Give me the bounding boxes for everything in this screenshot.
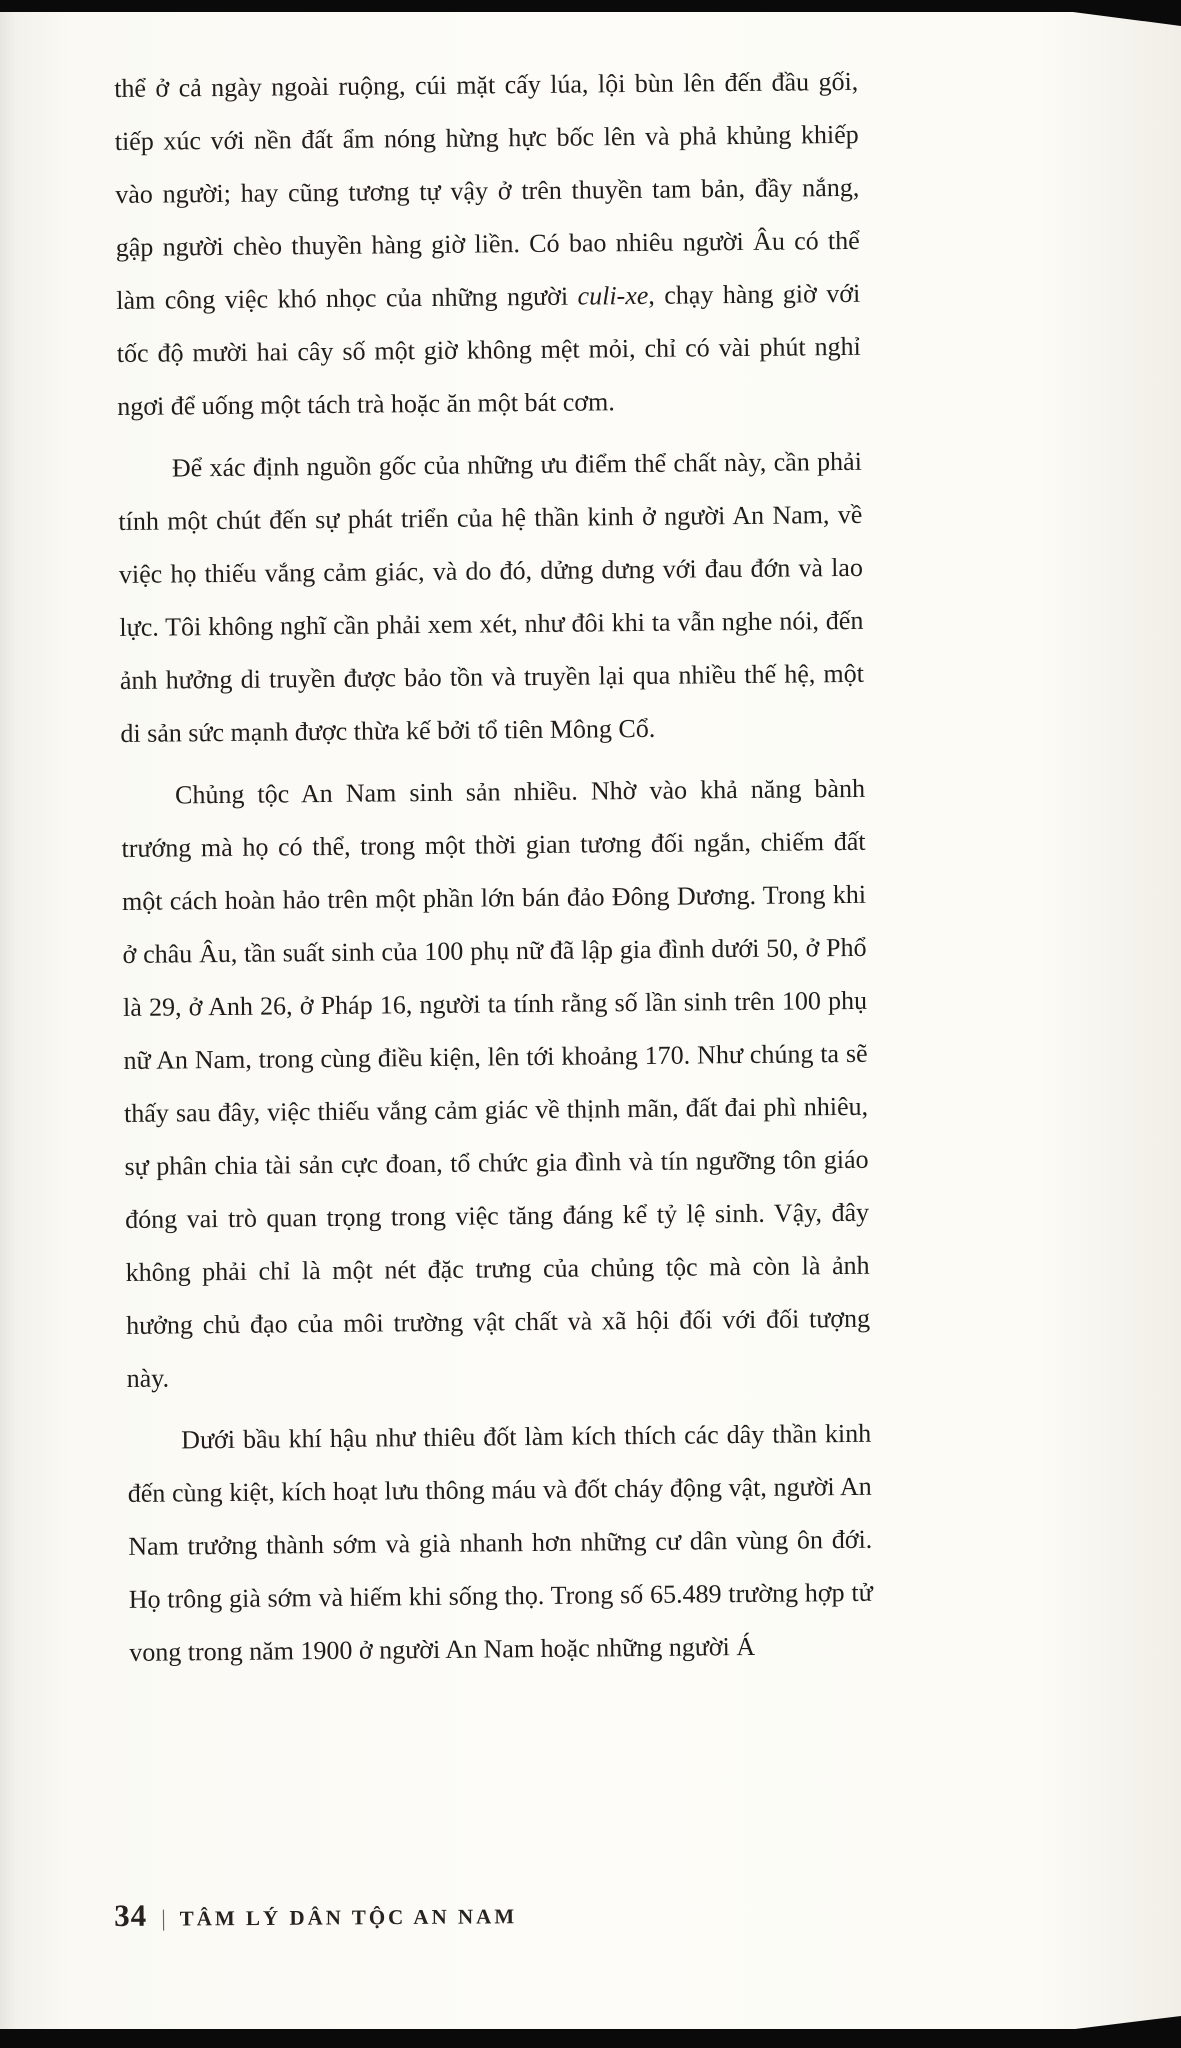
paragraph: [118, 435, 865, 760]
text-run: thể ở cả ngày ngoài ruộng, cúi mặt cấy lúa, lội bùn lên đến đầu gối, tiếp xúc với nền đất ẩm nóng hừng hực bốc lên và phả khủng khiếp vào người; hay cũng tương tự vậy ở trên thuyền tam bản, đầy nắng, gập người chèo thuyền hàng giờ liền. Có bao nhiêu người Âu có thể làm công việc khó nhọc của những người: [114, 66, 860, 315]
text-block: [114, 55, 874, 1688]
scan-corner-top-right: [1001, 0, 1181, 26]
scan-edge-top: [0, 0, 1181, 12]
text-run: Chủng tộc An Nam sinh sản nhiều. Nhờ vào khả năng bành trướng mà họ có thể, trong một thời gian tương đối ngắn, chiếm đất một cách hoàn hảo trên một phần lớn bán đảo Đông Dương. Trong khi ở châu Âu, tần suất sinh của 100 phụ nữ đã lập gia đình dưới 50, ở Phổ là 29, ở Anh 26, ở Pháp 16, người ta tính rằng số lần sinh trên 100 phụ nữ An Nam, trong cùng điều kiện, lên tới khoảng 170. Như chúng ta sẽ thấy sau đây, việc thiếu vắng cảm giác về thịnh mãn, đất đai phì nhiêu, sự phân chia tài sản cực đoan, tổ chức gia đình và tín ngưỡng tôn giáo đóng vai trò quan trọng trong việc tăng đáng kể tỷ lệ sinh. Vậy, đây không phải chỉ là một nét đặc trưng của chủng tộc mà còn là ảnh hưởng chủ đạo của môi trường vật chất và xã hội đối với đối tượng này.: [121, 773, 871, 1393]
text-run: Để xác định nguồn gốc của những ưu điểm thể chất này, cần phải tính một chút đến sự phát triển của hệ thần kinh ở người An Nam, về việc họ thiếu vắng cảm giác, và do đó, dửng dưng với đau đớn và lao lực. Tôi không nghĩ cần phải xem xét, như đôi khi ta vẫn nghe nói, đến ảnh hưởng di truyền được bảo tồn và truyền lại qua nhiều thế hệ, một di sản sức mạnh được thừa kế bởi tổ tiên Mông Cổ.: [118, 446, 865, 748]
book-title: TÂM LÝ DÂN TỘC AN NAM: [179, 1904, 518, 1931]
paragraph: [127, 1407, 874, 1679]
text-run: , chạy hàng giờ với tốc độ mười hai cây số một giờ không mệt mỏi, chỉ có vài phút nghỉ ngơi để uống một tách trà hoặc ăn một bát cơm.: [116, 278, 861, 421]
paragraph: [121, 762, 871, 1405]
paragraph: [114, 55, 862, 433]
page-number: 34: [114, 1897, 148, 1933]
italic-text-run: culi-xe: [577, 280, 649, 311]
page-footer: [114, 1895, 517, 1934]
footer-separator: |: [161, 1905, 166, 1931]
text-run: Dưới bầu khí hậu như thiêu đốt làm kích thích các dây thần kinh đến cùng kiệt, kích hoạt lưu thông máu và đốt cháy động vật, người An Nam trưởng thành sớm và già nhanh hơn những cư dân vùng ôn đới. Họ trông già sớm và hiếm khi sống thọ. Trong số 65.489 trường hợp tử vong trong năm 1900 ở người An Nam hoặc những người Á: [127, 1418, 873, 1667]
